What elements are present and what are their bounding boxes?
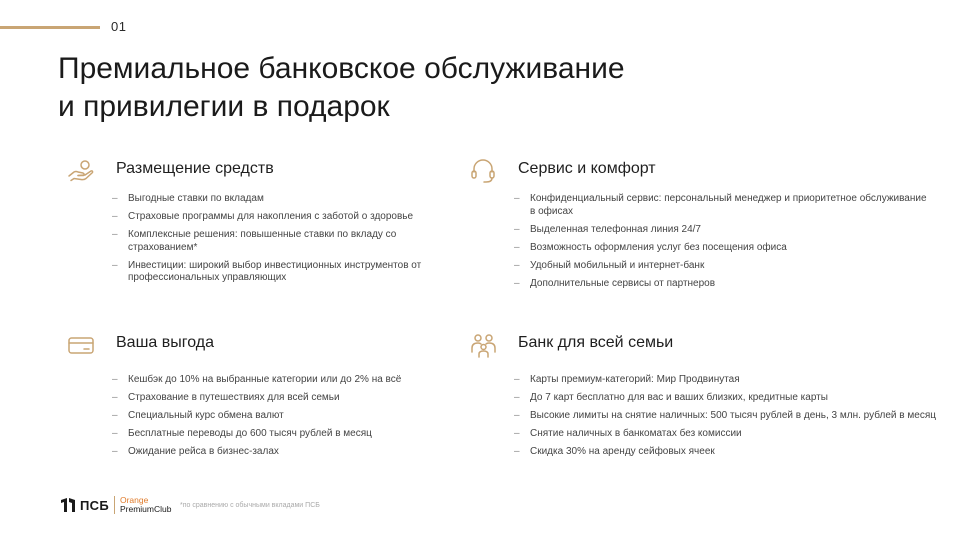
footnote: *по сравнению с обычными вкладами ПСБ <box>180 502 320 509</box>
bullet-list <box>514 193 938 290</box>
bullet-list <box>112 193 506 285</box>
list-item: – Комплексные решения: повышенные ставки по вкладу со страхованием* <box>112 229 412 254</box>
list-item: – Выделенная телефонная линия 24/7 <box>514 224 938 237</box>
family-icon <box>468 330 498 360</box>
list-item: – Удобный мобильный и интернет-банк <box>514 260 938 273</box>
section-benefits <box>66 330 506 464</box>
list-item: – Выгодные ставки по вкладам <box>112 193 506 206</box>
bullet-list <box>112 374 506 459</box>
list-item: – Специальный курс обмена валют <box>112 410 506 423</box>
list-item: – Ожидание рейса в бизнес-залах <box>112 446 506 459</box>
title-line-1: Премиальное банковское обслуживание <box>58 52 625 85</box>
title-line-2: и привилегии в подарок <box>58 90 390 123</box>
slide-number: 01 <box>111 19 127 34</box>
list-item: – Кешбэк до 10% на выбранные категории или до 2% на всё <box>112 374 506 387</box>
accent-line <box>0 26 100 29</box>
list-item: – Конфиденциальный сервис: персональный менеджер и приоритетное обслуживание в офисах <box>514 193 934 218</box>
brand-sub-orange: Orange <box>119 495 149 505</box>
list-item: – Инвестиции: широкий выбор инвестиционных инструментов от профессиональных управляющих <box>112 260 432 285</box>
section-deposits <box>66 156 506 290</box>
section-title: Банк для всей семьи <box>518 334 674 351</box>
list-item: – Скидка 30% на аренду сейфовых ячеек <box>514 446 938 459</box>
list-item: – До 7 карт бесплатно для вас и ваших близких, кредитные карты <box>514 392 938 405</box>
list-item: – Дополнительные сервисы от партнеров <box>514 278 938 291</box>
section-title: Размещение средств <box>116 160 274 177</box>
psb-logo-icon <box>60 497 76 513</box>
hand-coin-icon <box>66 156 96 186</box>
card-icon <box>66 330 96 360</box>
section-title: Сервис и комфорт <box>518 160 656 177</box>
list-item: – Карты премиум-категорий: Мир Продвинутая <box>514 374 938 387</box>
section-title: Ваша выгода <box>116 334 215 351</box>
list-item: – Страховые программы для накопления с заботой о здоровье <box>112 211 506 224</box>
list-item: – Высокие лимиты на снятие наличных: 500 тысяч рублей в день, 3 млн. рублей в месяц <box>514 410 938 423</box>
list-item: – Снятие наличных в банкоматах без комиссии <box>514 428 938 441</box>
list-item: – Бесплатные переводы до 600 тысяч рублей в месяц <box>112 428 506 441</box>
brand-sub-premium: PremiumClub <box>119 504 172 514</box>
bullet-list <box>514 374 938 459</box>
list-item: – Страхование в путешествиях для всей семьи <box>112 392 506 405</box>
list-item: – Возможность оформления услуг без посещения офиса <box>514 242 938 255</box>
brand-logo <box>60 495 171 515</box>
page-title <box>58 50 758 126</box>
headset-icon <box>468 156 498 186</box>
logo-divider <box>114 496 115 514</box>
section-family <box>468 330 938 464</box>
brand-name: ПСБ <box>80 497 109 513</box>
section-service <box>468 156 938 296</box>
